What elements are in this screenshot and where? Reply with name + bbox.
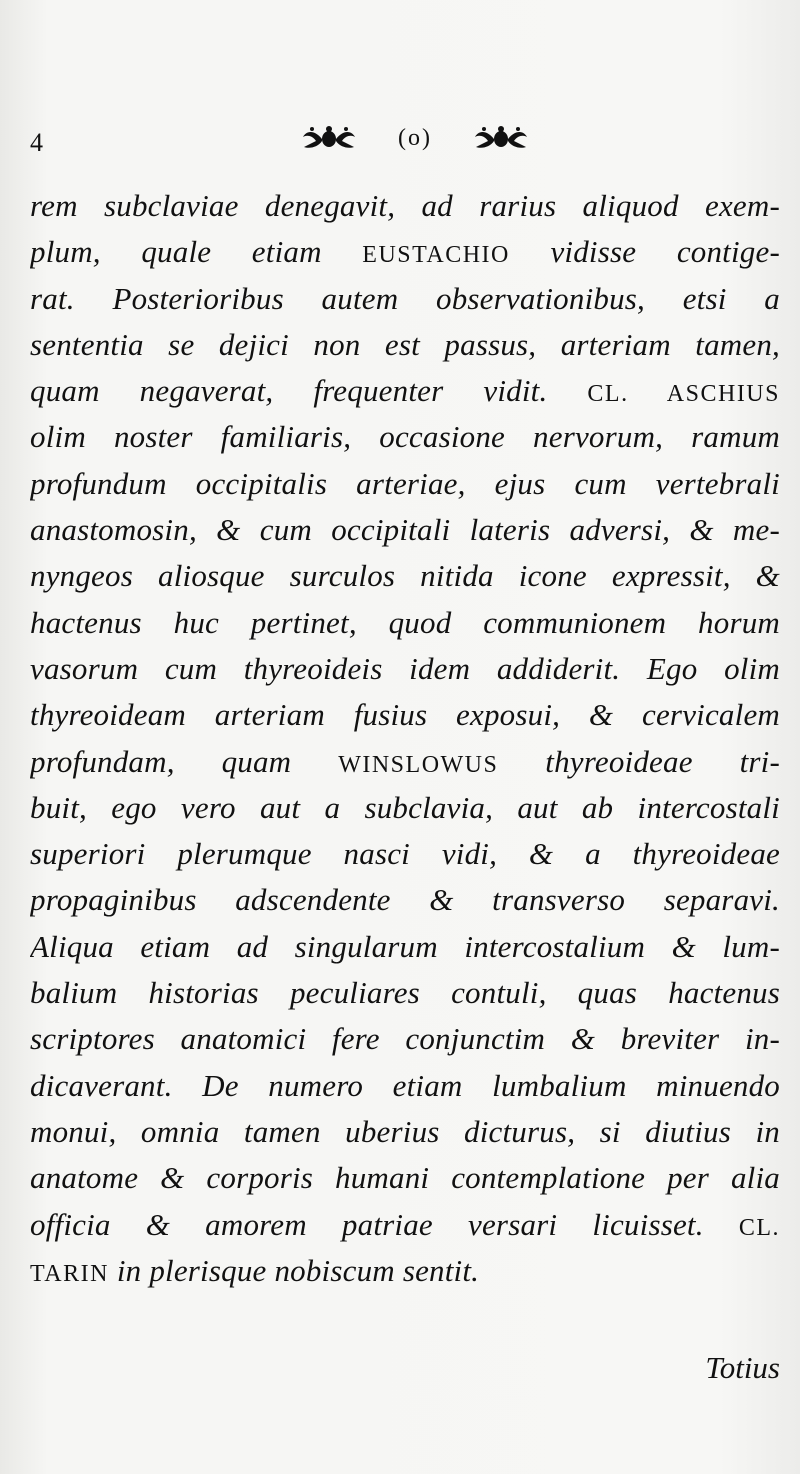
text-line [30,276,780,322]
text-segment: officia & amorem patriae versari licuisset. [30,1206,739,1242]
text-line [30,692,780,738]
text-line [30,1155,780,1201]
text-line [30,1109,780,1155]
text-line [30,1202,780,1248]
page-header [30,118,780,158]
small-caps-name: TARIN [30,1260,109,1287]
text-line [30,1248,780,1294]
text-segment: olim noster familiaris, occasione nervorum, ramum [30,419,780,455]
text-segment: nyngeos aliosque surculos nitida icone expressit, & [30,558,780,594]
text-line [30,831,780,877]
text-segment: sententia se dejici non est passus, arteriam tamen, [30,326,780,362]
text-line [30,924,780,970]
catchword: Totius [705,1350,780,1385]
text-line [30,229,780,275]
small-caps-name: CL. [738,1214,780,1241]
catchword-container [30,1350,780,1386]
body-text [30,183,780,1294]
text-segment: dicaverant. De numero etiam lumbalium minuendo [30,1067,780,1103]
text-line [30,507,780,553]
text-segment: anastomosin, & cum occipitali lateris adversi, & me- [30,512,780,548]
small-caps-name: CL. ASCHIUS [587,381,780,408]
text-segment: thyreoideam arteriam fusius exposui, & cervicalem [30,697,780,733]
text-segment: vasorum cum thyreoideis idem addiderit. Ego olim [30,650,780,686]
text-segment: rem subclaviae denegavit, ad rarius aliquod exem- [30,188,780,223]
text-segment: profundum occipitalis arteriae, ejus cum vertebrali [30,465,780,501]
text-line [30,368,780,414]
small-caps-name: EUSTACHIO [362,242,510,269]
text-segment: plum, quale etiam [30,234,363,270]
text-line [30,461,780,507]
text-segment: in plerisque nobiscum sentit. [108,1252,480,1288]
text-segment: monui, omnia tamen uberius dicturus, si diutius in [30,1113,780,1149]
text-segment: quam negaverat, frequenter vidit. [30,373,588,409]
text-segment: thyreoideae tri- [498,743,780,779]
text-segment: vidisse contige- [509,234,780,270]
text-segment: balium historias peculiares contuli, quas hactenus [30,975,780,1011]
page-number: 4 [30,128,43,157]
text-segment: anatome & corporis humani contemplatione per alia [30,1160,780,1196]
text-line [30,414,780,460]
text-line [30,739,780,785]
text-line [30,877,780,923]
small-caps-name: WINSLOWUS [338,751,499,778]
text-line [30,1016,780,1062]
text-line [30,600,780,646]
text-line [30,1063,780,1109]
text-segment: profundam, quam [30,743,339,779]
text-line [30,785,780,831]
text-segment: scriptores anatomici fere conjunctim & breviter in- [30,1021,780,1057]
text-segment: hactenus huc pertinet, quod communionem horum [30,604,780,640]
text-line [30,646,780,692]
text-segment: buit, ego vero aut a subclavia, aut ab intercostali [30,789,780,825]
fleuron-ornament-icon [300,125,358,151]
text-line [30,322,780,368]
text-line [30,183,780,229]
text-segment: rat. Posterioribus autem observationibus, etsi a [30,280,780,316]
text-line [30,553,780,599]
text-line [30,970,780,1016]
text-segment: superiori plerumque nasci vidi, & a thyreoideae [30,836,780,872]
text-segment: propaginibus adscendente & transverso separavi. [30,882,780,918]
running-head: (o) [398,124,432,151]
text-segment: Aliqua etiam ad singularum intercostalium & lum- [30,928,780,964]
running-head-group [300,118,530,158]
fleuron-ornament-icon [472,125,530,151]
